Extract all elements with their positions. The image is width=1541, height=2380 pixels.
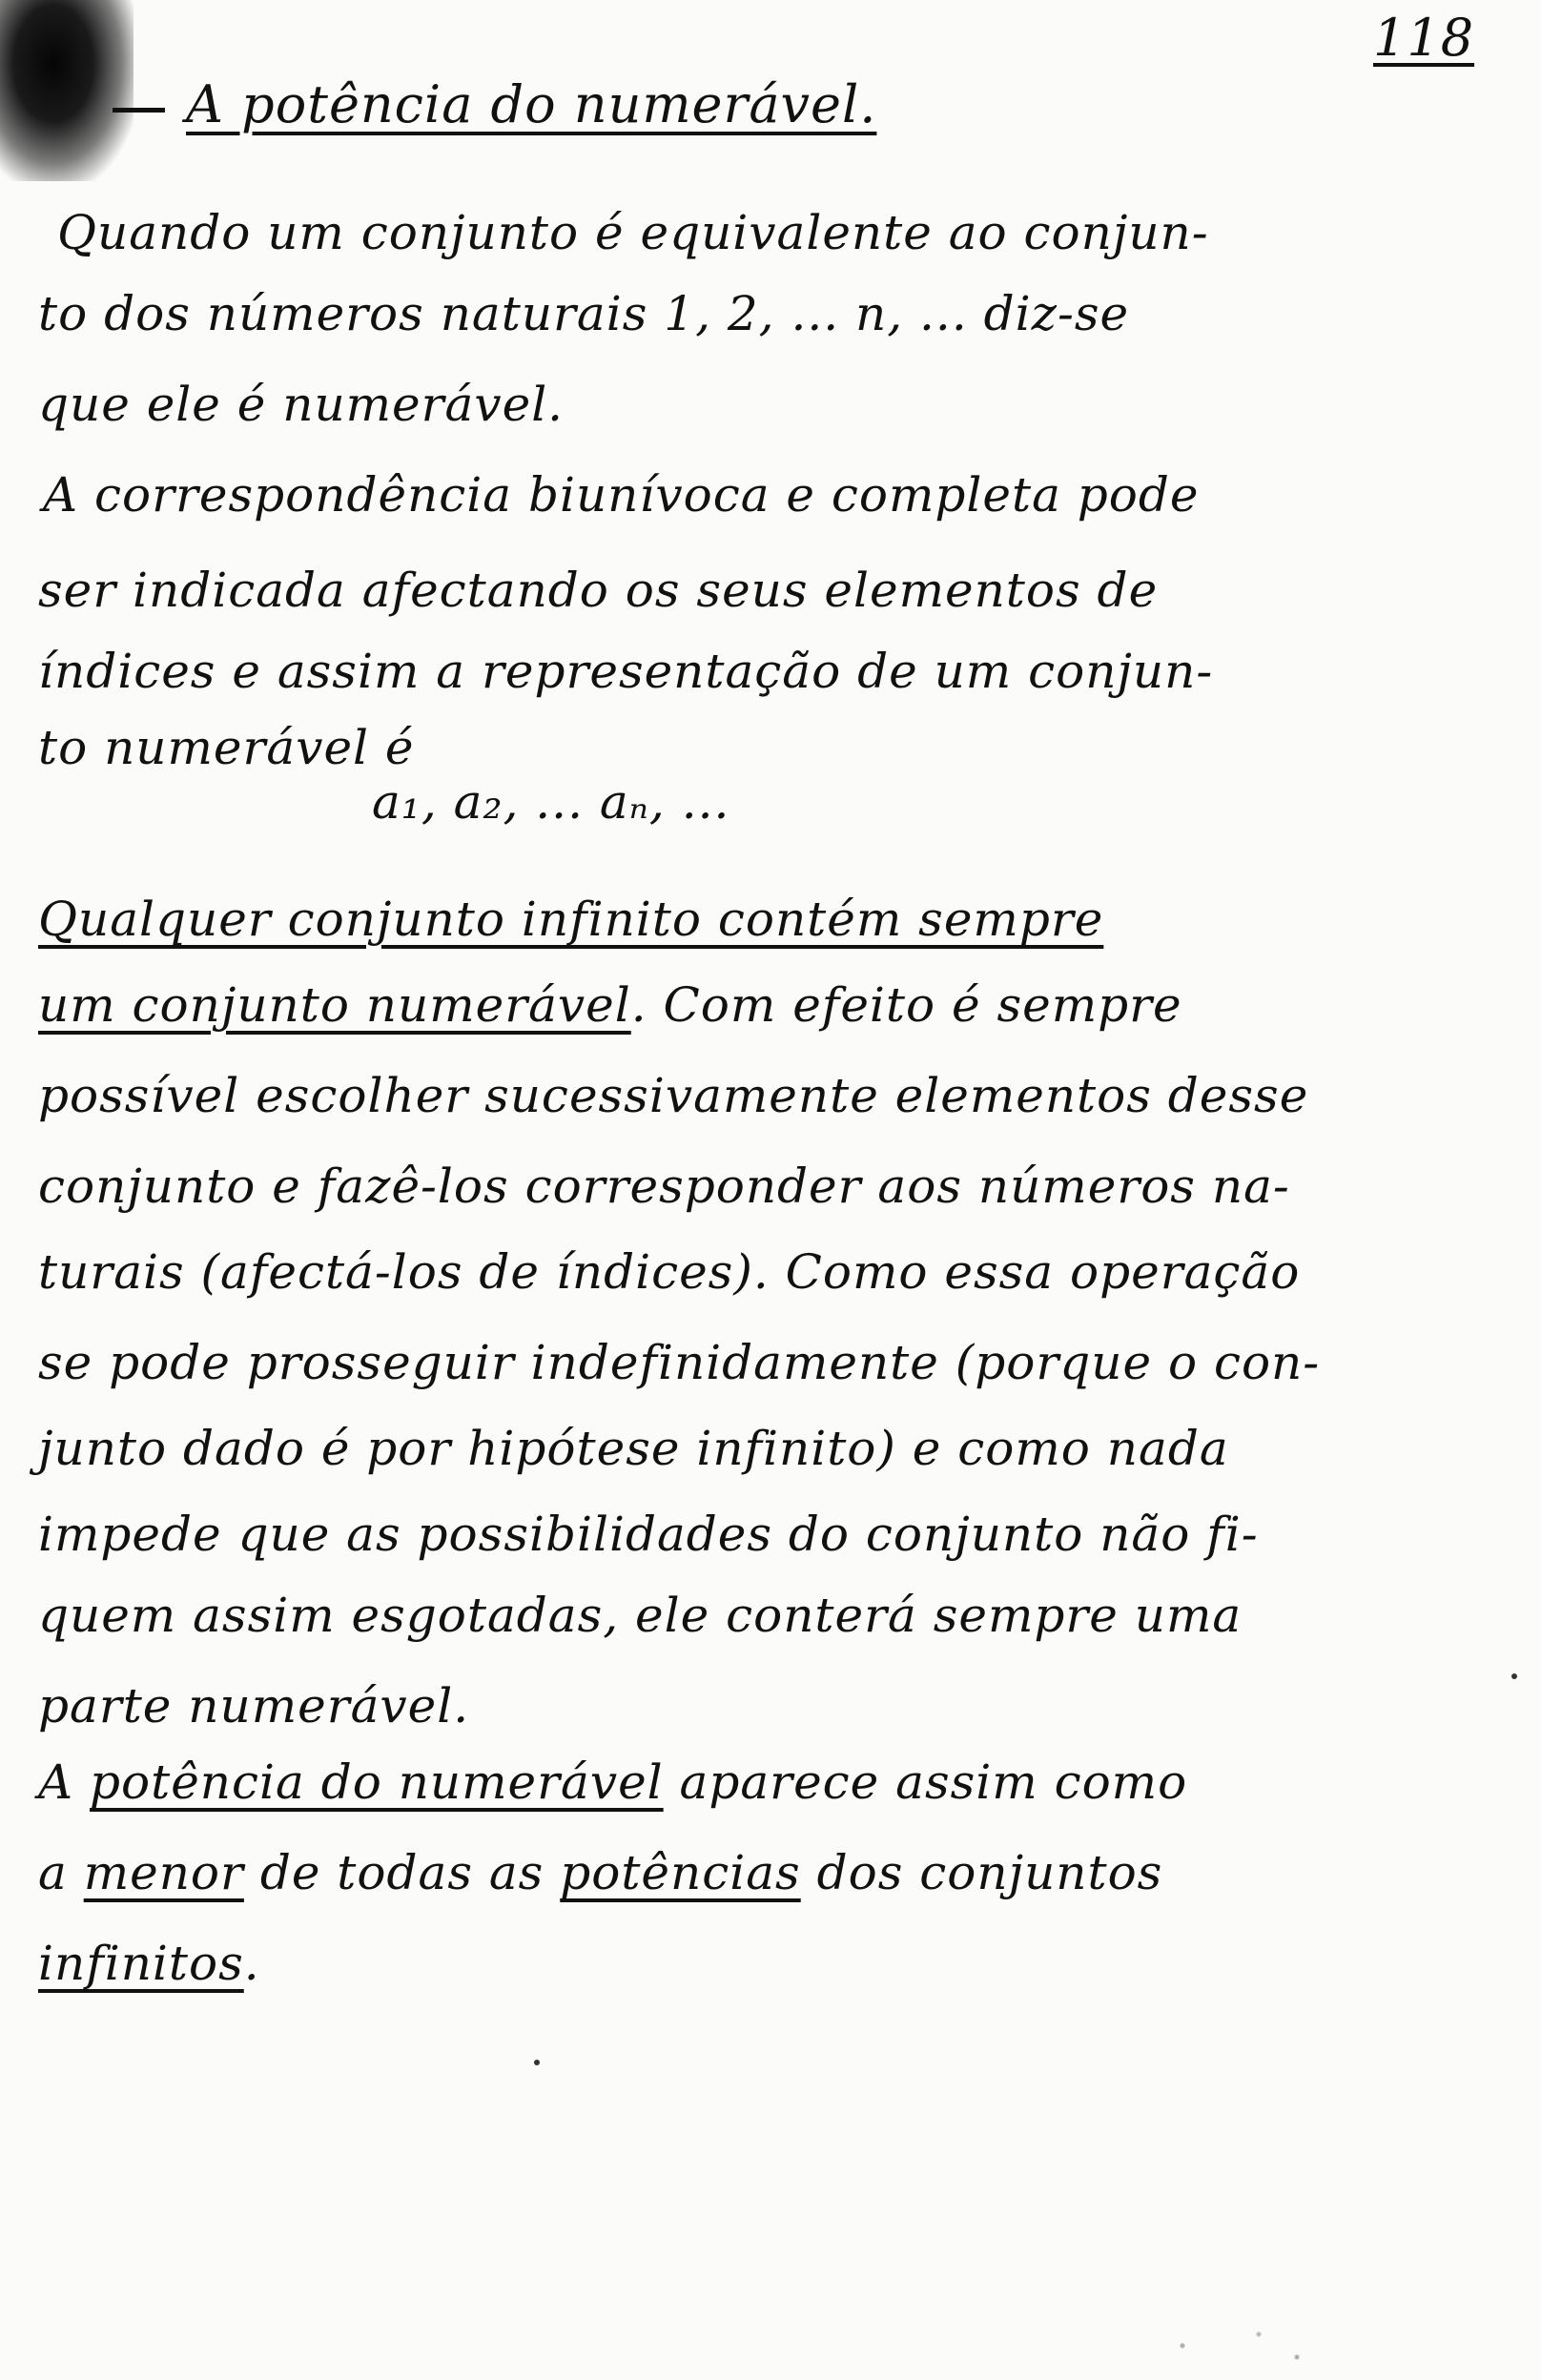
p3-line-10: parte numerável. bbox=[38, 1678, 470, 1734]
p4-e: menor bbox=[83, 1845, 244, 1900]
p3-line-8: impede que as possibilidades do conjunto não fi- bbox=[38, 1507, 1259, 1562]
ink-smudge bbox=[0, 0, 134, 181]
speck bbox=[534, 2060, 540, 2065]
p3-line-9: quem assim esgotadas, ele conterá sempre uma bbox=[38, 1588, 1243, 1643]
p3-line-3: possível escolher sucessivamente elementos desse bbox=[38, 1068, 1309, 1123]
p3-line-6: se pode prosseguir indefinidamente (porque o con- bbox=[38, 1335, 1321, 1390]
p4-d: a bbox=[38, 1845, 84, 1900]
p4-b: potência do numerável bbox=[90, 1754, 664, 1810]
p4-line-1 bbox=[38, 1754, 1187, 1810]
section-heading: A potência do numerável. bbox=[186, 74, 877, 134]
p4-a: A bbox=[38, 1754, 91, 1810]
p4-i: infinitos bbox=[38, 1936, 244, 1991]
p3-line-2-rest: . Com efeito é sempre bbox=[630, 977, 1182, 1033]
p3-line-7: junto dado é por hipótese infinito) e como nada bbox=[38, 1421, 1229, 1476]
p2-line-4: to numerável é bbox=[38, 720, 415, 775]
p4-line-3 bbox=[38, 1936, 260, 1991]
p2-line-3: índices e assim a representação de um conjun- bbox=[38, 644, 1214, 699]
p4-c: aparece assim como bbox=[663, 1754, 1188, 1810]
p1-line-3: que ele é numerável. bbox=[38, 377, 565, 432]
p4-line-2 bbox=[38, 1845, 1162, 1900]
p1-line-2: to dos números naturais 1, 2, ... n, ... diz-se bbox=[38, 286, 1130, 341]
p3-line-2 bbox=[38, 977, 1182, 1033]
speck bbox=[1511, 1673, 1517, 1679]
p3-line-5: turais (afectá-los de índices). Como essa operação bbox=[38, 1244, 1301, 1300]
p3-line-2-underlined: um conjunto numerável bbox=[38, 977, 631, 1033]
p3-line-1: Qualquer conjunto infinito contém sempre bbox=[38, 892, 1104, 947]
scan-noise bbox=[1144, 2317, 1335, 2374]
p2-line-1: A correspondência biunívoca e completa pode bbox=[43, 467, 1200, 523]
p3-line-4: conjunto e fazê-los corresponder aos números na- bbox=[38, 1159, 1290, 1214]
p1-line-1: Quando um conjunto é equivalente ao conjun- bbox=[57, 205, 1209, 260]
p2-line-2: ser indicada afectando os seus elementos de bbox=[38, 563, 1159, 618]
heading-dash bbox=[113, 108, 165, 113]
p4-h: dos conjuntos bbox=[800, 1845, 1163, 1900]
p4-g: potências bbox=[560, 1845, 801, 1900]
page-number: 118 bbox=[1373, 8, 1475, 68]
p4-j: . bbox=[243, 1936, 260, 1991]
formula: a₁, a₂, ... aₙ, ... bbox=[372, 774, 730, 830]
p4-f: de todas as bbox=[243, 1845, 561, 1900]
